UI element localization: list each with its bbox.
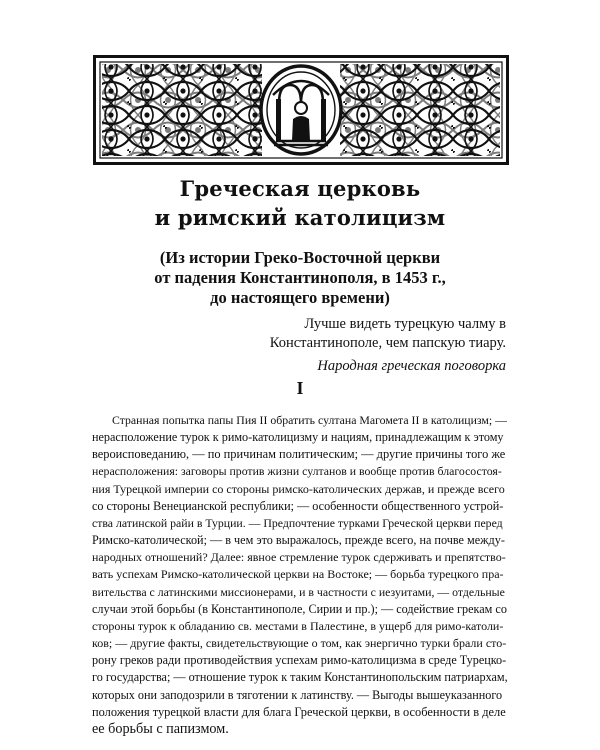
epigraph-source: Народная греческая поговорка [317,358,506,374]
body-line: ства латинской райи в Турции. — Предпочтение турками Греческой церкви перед [92,515,503,530]
decorative-headpiece-ornament [93,55,509,165]
body-line: го государства; — отношение турок к таким Константинопольским патриархам, [92,670,508,685]
chapter-subtitle-line-2: от падения Константинополя, в 1453 г., [154,268,446,287]
epigraph-line-2: Константинополе, чем папскую тиару. [269,335,506,351]
epigraph-line-1: Лучше видеть турецкую чалму в [304,316,506,332]
chapter-subtitle-line-1: (Из истории Греко-Восточной церкви [159,248,441,267]
chapter-title-line-2: и римский католицизм [154,205,446,230]
body-line: вительства с латинскими миссионерами, и в частности с иезуитами, — отдельные [92,584,505,599]
body-line: Римско-католической; — в чем это выражалось, прежде всего, на почве между- [92,533,505,548]
chapter-subtitle-line-3: до настоящего времени) [210,288,390,307]
body-line: случаи этой борьбы (в Константинополе, Сирии и пр.); — содействие грекам со [92,601,507,616]
body-line: нерасположения: заговоры против жизни султанов и вообще против благосостоя- [92,464,502,479]
body-line: со стороны Венецианской республики; — особенности общественного устрой- [92,498,504,513]
body-line: ков; — другие факты, свидетельствующие о том, как энергично турки брали сто- [92,636,507,651]
body-line: положения турецкой власти для блага Греческой церкви, в особенности в деле [92,704,506,719]
body-line: народных отношений? Далее: явное стремление турок сдерживать и препятство- [92,550,506,565]
body-line: которых они заподозрили в тяготении к латинству. — Выгоды вышеуказанного [92,687,503,702]
body-line: стороны турок к обладанию св. местами в Палестине, в ущерб для римо-католи- [92,618,504,633]
body-line: ее борьбы с папизмом. [92,720,229,737]
body-line: вать успехам Римско-католической церкви на Востоке; — борьба турецкого пра- [92,567,504,582]
body-line: ния Турецкой империи со стороны римско-католических держав, и прежде всего [92,481,505,496]
chapter-title-line-1: Греческая церковь [179,176,421,201]
body-line: вероисповеданию, — по причинам политическим; — другие причины того же [92,447,506,462]
section-number: I [296,378,304,398]
body-line: рону греков ради противодействия успехам римо-католицизма в среде Турецко- [92,653,507,668]
body-line: Странная попытка папы Пия II обратить султана Магомета II в католицизм; — [112,413,507,427]
body-line: нерасположение турок к римо-католицизму и нациям, принадлежащим к этому [92,430,504,445]
